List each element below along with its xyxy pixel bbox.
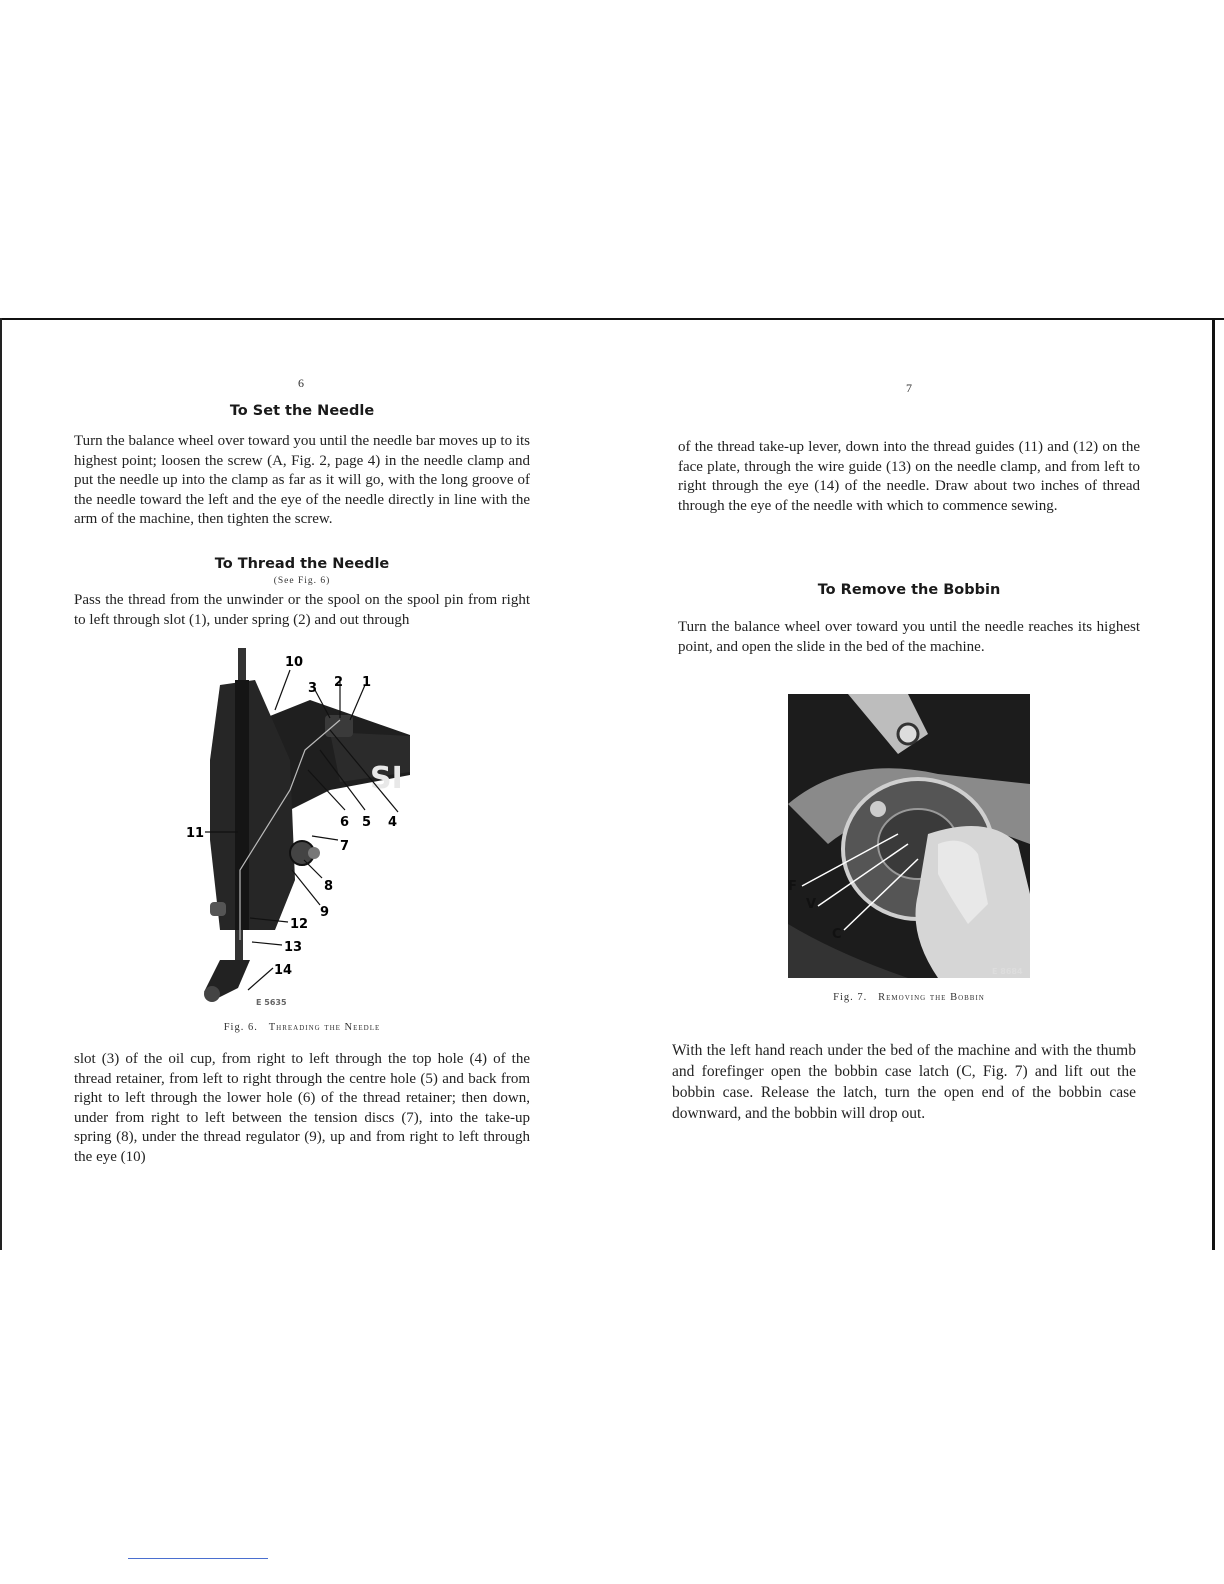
callout-1: 1 <box>362 675 372 690</box>
figure-6-caption-title: Threading the Needle <box>268 1022 381 1033</box>
paragraph-thread-needle: Pass the thread from the unwinder or the spool on the spool pin from right to left through slot (1), under spring (2) and out through <box>74 592 530 628</box>
paragraph-thread-end: of the thread take-up lever, down into the thread guides (11) and (12) on the face plate, through the wire guide (13) on the needle clamp, and from left to right through the eye (14) of the needle. Draw about two inches of thread through the eye of the needle with which to commence sewing. <box>678 439 1140 514</box>
right-page-number: 7 <box>906 381 912 395</box>
callout-9: 9 <box>320 905 330 920</box>
scan-right-edge <box>1212 320 1215 1250</box>
paragraph-remove-bobbin: Turn the balance wheel over toward you until the needle reaches its highest point, and open the slide in the bed of the machine. <box>678 619 1140 655</box>
scan-underline <box>128 1558 268 1559</box>
figure-7-caption <box>678 992 1140 1003</box>
left-page-number: 6 <box>298 376 304 390</box>
figure-6-caption-prefix: Fig. 6. <box>223 1022 258 1033</box>
figure-7-code: E 8684 <box>992 967 1023 976</box>
callout-12: 12 <box>290 917 309 932</box>
figure-7-caption-prefix: Fig. 7. <box>833 992 868 1003</box>
callout-10: 10 <box>285 655 304 670</box>
callout-13: 13 <box>284 940 303 955</box>
subheading-see-fig: (See Fig. 6) <box>273 576 331 586</box>
figure-7-bobbin-photo <box>788 694 1030 978</box>
heading-remove-bobbin: To Remove the Bobbin <box>817 582 1001 598</box>
callout-8: 8 <box>324 879 334 894</box>
figure-6-code: E 5635 <box>256 998 287 1007</box>
callout-2: 2 <box>334 675 344 690</box>
scan-left-edge <box>0 318 2 1250</box>
heading-set-needle: To Set the Needle <box>229 403 375 419</box>
heading-thread-needle: To Thread the Needle <box>214 556 390 572</box>
figure-7-label-c: C <box>832 927 842 942</box>
callout-4: 4 <box>388 815 398 830</box>
figure-6-caption <box>74 1022 530 1033</box>
paragraph-set-needle: Turn the balance wheel over toward you until the needle bar moves up to its highest point; loosen the screw (A, Fig. 2, page 4) in the needle clamp and put the needle up into the clamp as far as it will go, with the long groove of the needle toward the left and the eye of the needle directly in line with the arm of the machine, then tighten the screw. <box>74 433 530 527</box>
figure-6-threading-diagram <box>180 640 420 1012</box>
figure-7-caption-title: Removing the Bobbin <box>878 992 985 1003</box>
callout-14: 14 <box>274 963 293 978</box>
callout-3: 3 <box>308 681 318 696</box>
paragraph-bobbin-release: With the left hand reach under the bed of the machine and with the thumb and forefinger open the bobbin case latch (C, Fig. 7) and lift out the bobbin case. Release the latch, turn the open end of the bobbin case downward, and the bobbin will drop out. <box>672 1042 1136 1122</box>
callout-11: 11 <box>186 826 205 841</box>
figure-7-label-f: F <box>788 879 797 894</box>
callout-6: 6 <box>340 815 350 830</box>
paragraph-thread-continuation: slot (3) of the oil cup, from right to left through the top hole (4) of the thread retainer, from left to right through the centre hole (5) and back from right to left through the lower hole (6) of the thread retainer; then down, under from right to left between the tension discs (7), into the take-up spring (8), under the thread regulator (9), up and from right to left through the eye (10) <box>74 1051 530 1165</box>
brand-lettering: SI <box>370 761 403 796</box>
callout-5: 5 <box>362 815 372 830</box>
callout-7: 7 <box>340 839 350 854</box>
figure-7-label-v: V <box>806 897 817 912</box>
scan-top-edge <box>0 318 1224 320</box>
